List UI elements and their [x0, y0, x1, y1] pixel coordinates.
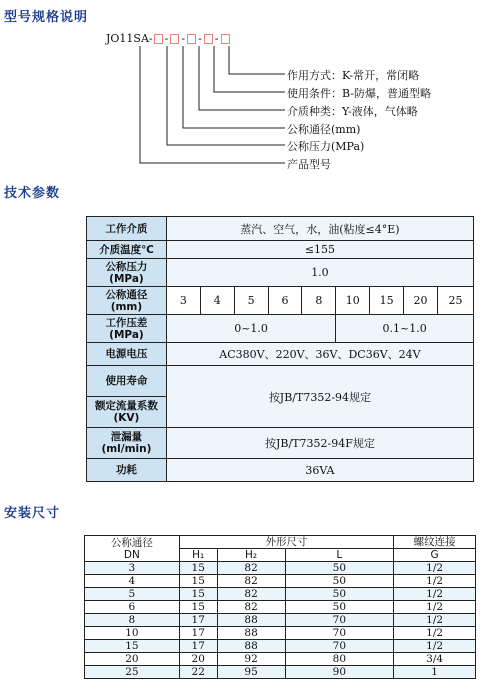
dim-header-dn [85, 536, 180, 562]
table-row [85, 588, 476, 601]
spec-label-pressure [87, 259, 167, 287]
model-prefix: JO11SA- [106, 32, 153, 45]
table-cell: 20 [85, 653, 180, 666]
table-cell: 17 [179, 627, 217, 640]
spec-dn-cell: 5 [234, 287, 268, 315]
legend-product: 产品型号 [287, 158, 331, 171]
spec-label-diff-line1: 工作压差 [105, 316, 148, 329]
table-cell: 15 [179, 575, 217, 588]
spec-label-flow [87, 397, 167, 428]
model-dash: - [181, 32, 186, 45]
legend-action: 作用方式：K-常开，常闭略 [287, 69, 420, 82]
table-cell: 17 [179, 640, 217, 653]
table-cell: 95 [217, 666, 285, 679]
table-cell: 50 [285, 562, 394, 575]
spec-dn-cell: 10 [336, 287, 370, 315]
table-cell: 1/2 [394, 588, 476, 601]
table-row [85, 653, 476, 666]
spec-label-diff [87, 315, 167, 343]
table-cell: 50 [285, 575, 394, 588]
table-cell: 5 [85, 588, 180, 601]
spec-value-medium: 蒸汽、空气，水，油(粘度≤4°E) [166, 217, 473, 241]
table-cell: 82 [217, 588, 285, 601]
spec-label-pressure-line2: (MPa) [109, 272, 144, 285]
table-row [85, 562, 476, 575]
spec-value-temp: ≤155 [166, 241, 473, 259]
spec-value-pressure: 1.0 [166, 259, 473, 287]
table-cell: 22 [179, 666, 217, 679]
spec-table [86, 216, 474, 482]
spec-label-temp: 介质温度℃ [87, 241, 167, 259]
table-cell: 80 [285, 653, 394, 666]
spec-label-leak-line1: 泄漏量 [110, 431, 143, 443]
section-title-params: 技术参数 [4, 186, 61, 201]
table-cell: 6 [85, 601, 180, 614]
table-cell: 15 [179, 562, 217, 575]
legend-condition: 使用条件：B-防爆，普通型略 [287, 87, 432, 100]
table-cell: 1/2 [394, 575, 476, 588]
dim-header-g: G [394, 549, 476, 562]
table-cell: 88 [217, 614, 285, 627]
table-cell: 92 [217, 653, 285, 666]
table-cell: 15 [179, 601, 217, 614]
spec-dn-cell: 6 [268, 287, 302, 315]
table-cell: 82 [217, 575, 285, 588]
table-cell: 10 [85, 627, 180, 640]
dim-header-outer: 外形尺寸 [179, 536, 393, 549]
spec-label-life: 使用寿命 [87, 366, 167, 397]
dim-header-l: L [285, 549, 394, 562]
table-cell: 20 [179, 653, 217, 666]
table-cell: 1/2 [394, 601, 476, 614]
spec-dn-cell: 25 [437, 287, 473, 315]
legend-diameter: 公称通径(mm) [287, 123, 361, 136]
table-cell: 1/2 [394, 614, 476, 627]
table-cell: 4 [85, 575, 180, 588]
section-title-install: 安装尺寸 [4, 506, 61, 521]
spec-label-dn [87, 287, 167, 315]
spec-label-medium: 工作介质 [87, 217, 167, 241]
spec-label-consumption: 功耗 [87, 459, 167, 482]
spec-value-life-flow: 按JB/T7352-94规定 [166, 366, 473, 428]
table-cell: 15 [179, 588, 217, 601]
spec-value-power: AC380V、220V、36V、DC36V、24V [166, 343, 473, 366]
table-cell: 88 [217, 640, 285, 653]
spec-label-leak [87, 428, 167, 459]
dim-header-dn-line1: 公称通径 [110, 536, 153, 549]
table-cell: 8 [85, 614, 180, 627]
table-cell: 50 [285, 601, 394, 614]
table-cell: 88 [217, 627, 285, 640]
spec-value-diff-large: 0.1~1.0 [336, 315, 474, 343]
table-cell: 1/2 [394, 640, 476, 653]
table-cell: 70 [285, 627, 394, 640]
spec-label-pressure-line1: 公称压力 [105, 260, 148, 273]
spec-label-flow-line2: (KV) [113, 412, 140, 424]
table-row [85, 601, 476, 614]
spec-value-diff-small: 0~1.0 [166, 315, 335, 343]
spec-label-dn-line2: (mm) [110, 300, 143, 313]
table-cell: 70 [285, 614, 394, 627]
table-cell: 90 [285, 666, 394, 679]
model-dash: - [164, 32, 169, 45]
dimension-table [84, 535, 476, 679]
table-row [85, 614, 476, 627]
table-cell: 1/2 [394, 562, 476, 575]
section-title-model: 型号规格说明 [4, 10, 89, 25]
model-dash: - [198, 32, 202, 45]
spec-dn-cell: 8 [302, 287, 336, 315]
spec-value-leak: 按JB/T7352-94F规定 [166, 428, 473, 459]
table-cell: 1/2 [394, 627, 476, 640]
table-cell: 3 [85, 562, 180, 575]
spec-dn-cell: 4 [200, 287, 234, 315]
legend-pressure: 公称压力(MPa) [287, 140, 365, 153]
table-cell: 15 [85, 640, 180, 653]
table-cell: 82 [217, 562, 285, 575]
table-cell: 70 [285, 640, 394, 653]
dim-header-thread: 螺纹连接 [394, 536, 476, 549]
spec-label-flow-line1: 额定流量系数 [94, 400, 158, 412]
spec-label-dn-line1: 公称通径 [105, 288, 148, 301]
table-cell: 25 [85, 666, 180, 679]
table-cell: 1 [394, 666, 476, 679]
spec-value-consumption: 36VA [166, 459, 473, 482]
table-cell: 17 [179, 614, 217, 627]
table-row [85, 666, 476, 679]
dim-header-h1: H₁ [179, 549, 217, 562]
spec-dn-cell: 15 [370, 287, 404, 315]
table-row [85, 627, 476, 640]
table-row [85, 640, 476, 653]
spec-dn-cell: 3 [166, 287, 200, 315]
legend-medium: 介质种类：Y-液体，气体略 [287, 105, 418, 118]
table-row [85, 575, 476, 588]
dimension-rows [85, 562, 476, 679]
table-cell: 82 [217, 601, 285, 614]
table-cell: 3/4 [394, 653, 476, 666]
spec-dn-cell: 20 [404, 287, 438, 315]
spec-label-power: 电源电压 [87, 343, 167, 366]
dim-header-dn-line2: DN [123, 548, 140, 561]
spec-label-diff-line2: (MPa) [109, 328, 144, 341]
dim-header-h2: H₂ [217, 549, 285, 562]
spec-label-leak-line2: (ml/min) [101, 443, 152, 455]
model-dash: - [214, 32, 219, 45]
table-cell: 50 [285, 588, 394, 601]
